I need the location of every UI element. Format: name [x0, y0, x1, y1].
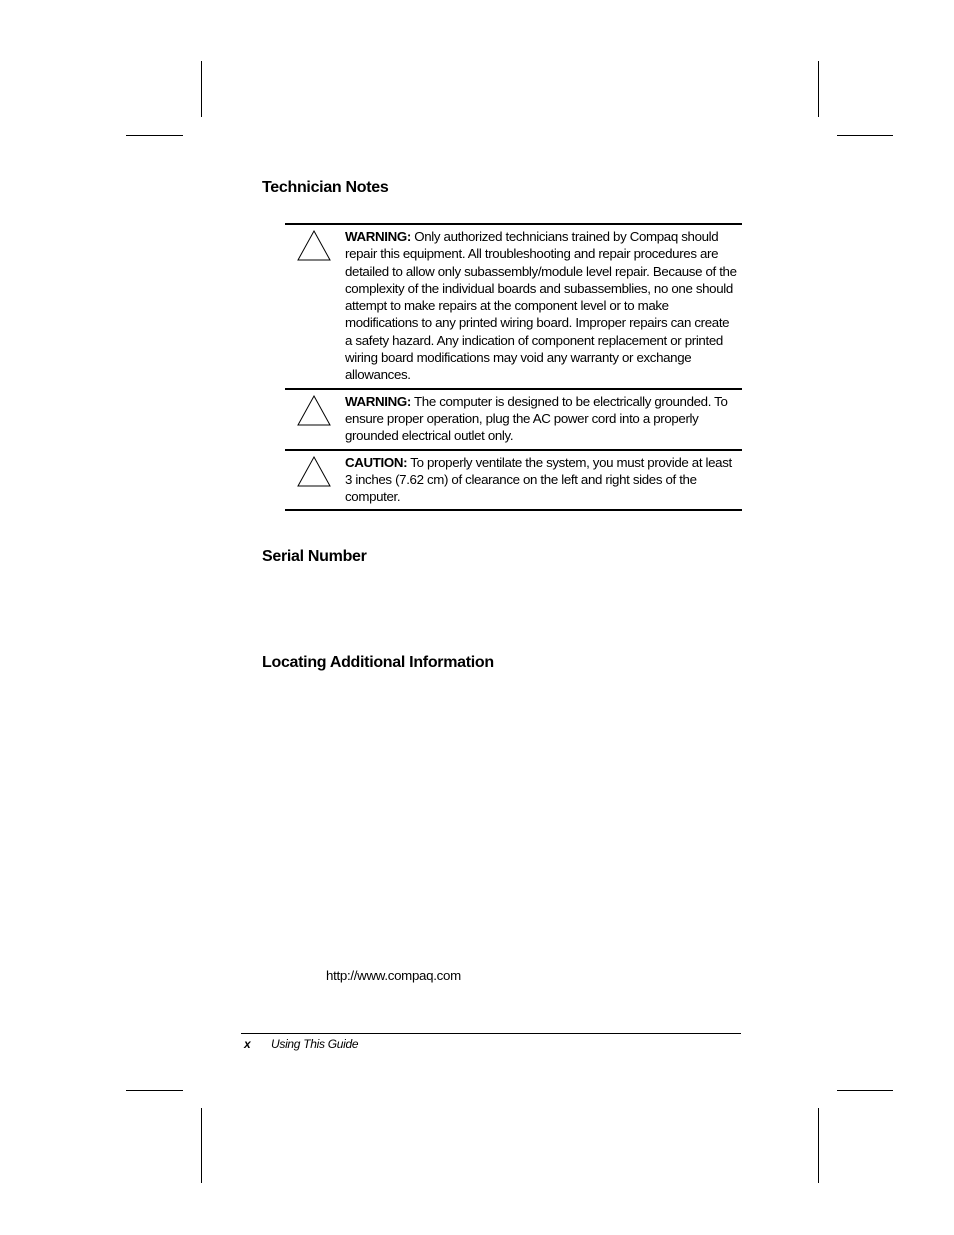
crop-mark-bottom-right-horizontal: [837, 1090, 893, 1091]
note-text: The computer is designed to be electrically grounded. To ensure proper operation, plug the AC power cord into a properly grounded electrical outlet only.: [345, 393, 728, 444]
warning-note-grounding: [285, 390, 742, 451]
caution-note-ventilation: [285, 451, 742, 512]
note-label: CAUTION:: [345, 454, 408, 470]
note-text: To properly ventilate the system, you must provide at least 3 inches (7.62 cm) of clearance on the left and right sides of the computer.: [345, 454, 732, 505]
note-label: WARNING:: [345, 393, 411, 409]
page-number: x: [244, 1037, 251, 1051]
heading-serial-number: Serial Number: [262, 548, 367, 565]
warning-triangle-icon: [296, 229, 332, 262]
warning-triangle-icon: [296, 394, 332, 427]
compaq-url-link[interactable]: http://www.compaq.com: [326, 968, 461, 983]
warning-note-technicians: [285, 225, 742, 390]
crop-mark-bottom-left-vertical: [201, 1108, 202, 1183]
footer-rule: [241, 1033, 741, 1034]
crop-mark-top-right-horizontal: [837, 135, 893, 136]
heading-technician-notes: Technician Notes: [262, 179, 389, 196]
note-label: WARNING:: [345, 229, 411, 244]
heading-locating-additional-information: Locating Additional Information: [262, 654, 494, 671]
crop-mark-top-left-vertical: [201, 61, 202, 117]
notes-box: [285, 223, 742, 511]
note-text: Only authorized technicians trained by Compaq should repair this equipment. All troubleshooting and repair procedures are detailed to allow only subassembly/module level repair. Because of the complexity of the individual boards and subassemblies, no one should attempt to make repairs at the component level or to make modifications to any printed wiring board. Improper repairs can create a safety hazard. Any indication of component replacement or printed wiring board modifications may void any warranty or exchange allowances.: [345, 229, 737, 383]
footer-title: Using This Guide: [271, 1037, 359, 1051]
caution-triangle-icon: [296, 455, 332, 488]
crop-mark-bottom-left-horizontal: [126, 1090, 183, 1091]
crop-mark-top-right-vertical: [818, 61, 819, 117]
crop-mark-bottom-right-vertical: [818, 1108, 819, 1183]
crop-mark-top-left-horizontal: [126, 135, 183, 136]
